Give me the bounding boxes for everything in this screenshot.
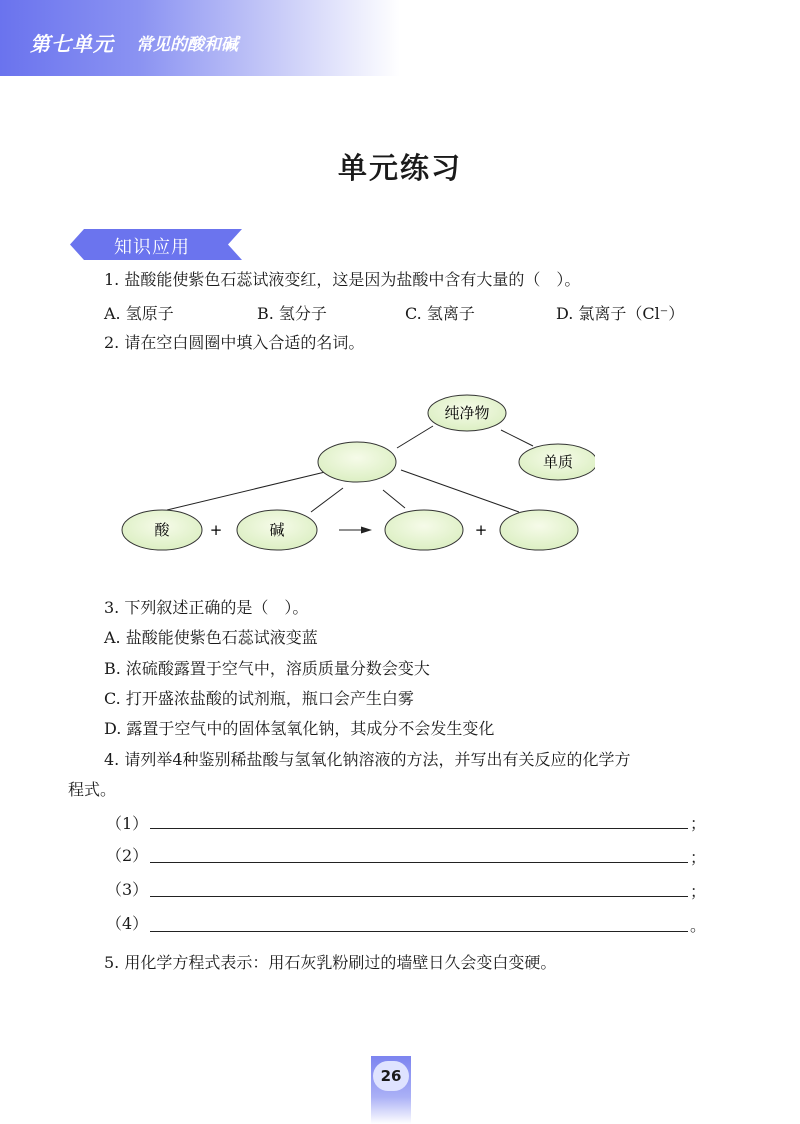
page-number: 26 xyxy=(373,1061,409,1091)
q2-stem: 2. 请在空白圆圈中填入合适的名词。 xyxy=(104,333,365,352)
q4-blank-2-end: ； xyxy=(690,848,707,867)
plus-sign-2: + xyxy=(474,521,488,539)
plus-sign-1: + xyxy=(209,521,223,539)
q1-option-b: B. 氢分子 xyxy=(257,304,327,323)
q4-blank-3-line[interactable] xyxy=(150,896,688,897)
section-tag-label: 知识应用 xyxy=(114,237,190,258)
node-element-label: 单质 xyxy=(542,453,574,471)
node-blank-compound xyxy=(318,442,396,482)
node-acid xyxy=(122,510,202,550)
q4-blank-1-line[interactable] xyxy=(150,828,688,829)
q5-stem: 5. 用化学方程式表示：用石灰乳粉刷过的墙壁日久会变白变硬。 xyxy=(104,953,557,972)
q4-stem-line2: 程式。 xyxy=(68,780,117,799)
q3-stem: 3. 下列叙述正确的是（ ）。 xyxy=(104,598,309,617)
q4-blank-3-end: ； xyxy=(690,882,707,901)
node-element xyxy=(519,444,595,480)
q1-stem: 1. 盐酸能使紫色石蕊试液变红，这是因为盐酸中含有大量的（ ）。 xyxy=(104,270,581,289)
section-tag xyxy=(70,229,242,260)
q4-blank-1-end: ； xyxy=(690,814,707,833)
q1-option-c: C. 氢离子 xyxy=(405,304,475,323)
q4-blank-4-line[interactable] xyxy=(150,931,688,932)
header-unit: 第七单元 xyxy=(30,32,114,56)
node-blank-product-2 xyxy=(500,510,578,550)
arrow-head xyxy=(361,527,372,534)
q4-blank-1-label: （1） xyxy=(106,814,149,833)
q4-blank-2-label: （2） xyxy=(106,846,149,865)
q3-option-b: B. 浓硫酸露置于空气中，溶质质量分数会变大 xyxy=(104,659,430,678)
header-topic: 常见的酸和碱 xyxy=(136,35,238,55)
node-acid-label: 酸 xyxy=(154,521,170,539)
q3-option-a: A. 盐酸能使紫色石蕊试液变蓝 xyxy=(104,628,318,647)
node-blank-product-1 xyxy=(385,510,463,550)
q4-blank-4-end: 。 xyxy=(690,916,707,935)
q4-blank-2-line[interactable] xyxy=(150,862,688,863)
page-title: 单元练习 xyxy=(337,151,462,185)
node-base xyxy=(237,510,317,550)
node-pure-substance xyxy=(428,395,506,431)
q1-option-a: A. 氢原子 xyxy=(104,304,174,323)
q4-blank-3-label: （3） xyxy=(106,880,149,899)
node-pure-substance-label: 纯净物 xyxy=(444,404,490,422)
node-base-label: 碱 xyxy=(269,521,285,539)
q4-blank-4-label: （4） xyxy=(106,914,149,933)
q3-option-d: D. 露置于空气中的固体氢氧化钠，其成分不会发生变化 xyxy=(104,719,495,738)
q1-option-d: D. 氯离子（Cl⁻） xyxy=(556,304,685,323)
classification-diagram xyxy=(115,388,595,568)
q4-stem-line1: 4. 请列举4种鉴别稀盐酸与氢氧化钠溶液的方法，并写出有关反应的化学方 xyxy=(104,750,631,769)
q3-option-c: C. 打开盛浓盐酸的试剂瓶，瓶口会产生白雾 xyxy=(104,689,414,708)
